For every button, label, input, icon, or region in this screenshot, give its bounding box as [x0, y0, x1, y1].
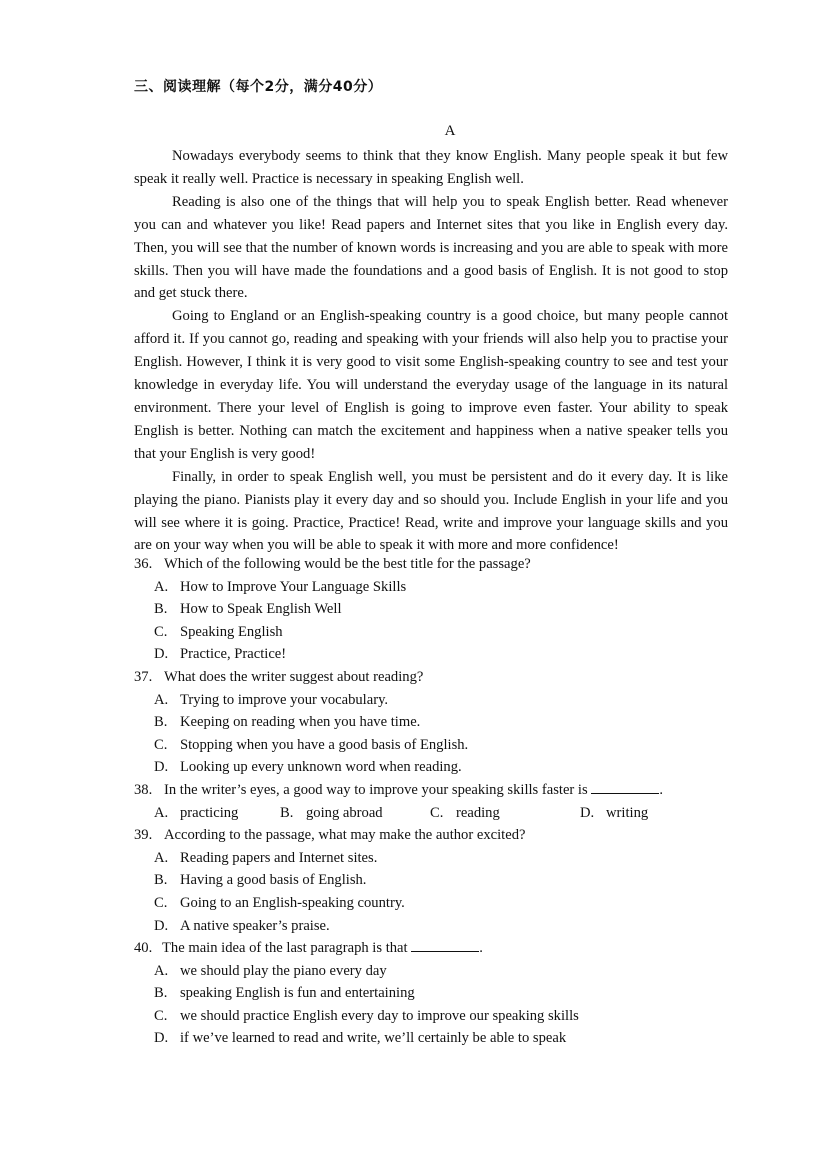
- section-title: 三、阅读理解（每个2分，满分40分）: [134, 79, 383, 95]
- option-text: Speaking English: [180, 623, 283, 640]
- question-stem: [134, 937, 734, 960]
- answer-option[interactable]: [280, 802, 430, 825]
- answer-option[interactable]: [134, 960, 734, 983]
- option-letter: B.: [154, 601, 168, 618]
- answer-option[interactable]: [134, 689, 734, 712]
- question-37: [134, 666, 734, 779]
- answer-option[interactable]: [430, 802, 580, 825]
- option-text: Going to an English-speaking country.: [180, 894, 405, 911]
- question-number: 40.: [134, 940, 153, 957]
- option-letter: C.: [430, 804, 444, 821]
- option-letter: A.: [154, 962, 169, 979]
- option-letter: C.: [154, 1007, 168, 1024]
- option-text: Stopping when you have a good basis of English.: [180, 736, 469, 753]
- answer-blank[interactable]: [411, 939, 479, 952]
- option-text: writing: [606, 804, 649, 821]
- question-stem: [134, 824, 734, 847]
- option-text: How to Speak English Well: [180, 601, 342, 618]
- question-text: Which of the following would be the best title for the passage?: [164, 556, 531, 572]
- option-text: we should practice English every day to improve our speaking skills: [180, 1007, 579, 1024]
- passage-paragraph: Going to England or an English-speaking country is a good choice, but many people cannot afford it. If you cannot go, reading and speaking with your friends will also help you to practise your English. However, I think it is very good to visit some English-speaking country to see and test your knowledge in everyday life. You will understand the everyday usage of the language in its natural environment. There your level of English is going to improve even faster. Your ability to speak English is better. Nothing can match the excitement and happiness when a native speaker tells you that your English is very good!: [134, 308, 728, 462]
- option-letter: D.: [154, 1030, 169, 1047]
- option-text: if we’ve learned to read and write, we’ll certainly be able to speak: [180, 1030, 567, 1047]
- answer-option[interactable]: [134, 1005, 734, 1028]
- option-text: Looking up every unknown word when reading.: [180, 759, 462, 776]
- passage-paragraph: Reading is also one of the things that will help you to speak English better. Read whenever you can and whatever you like! Read papers and Internet sites that you like in English every day. Then, you will see that the number of known words is increasing and you are able to speak with more skills. Then you will have made the foundations and a good basis of English. It is not good to stop and get stuck there.: [134, 193, 728, 302]
- option-letter: D.: [154, 759, 169, 776]
- answer-option[interactable]: [134, 734, 734, 757]
- answer-option[interactable]: [580, 802, 648, 825]
- question-text: According to the passage, what may make the author excited?: [164, 827, 526, 844]
- option-letter: B.: [280, 804, 294, 821]
- option-text: A native speaker’s praise.: [180, 917, 330, 934]
- reading-passage: [134, 145, 728, 557]
- question-stem: [134, 666, 734, 689]
- option-letter: C.: [154, 736, 168, 753]
- question-39: [134, 824, 734, 937]
- answer-option[interactable]: [134, 621, 734, 644]
- option-letter: D.: [154, 646, 169, 663]
- stem-end: .: [659, 781, 663, 798]
- option-letter: B.: [154, 985, 168, 1002]
- question-stem: [134, 779, 734, 802]
- passage-paragraph: Nowadays everybody seems to think that they know English. Many people speak it but few speak it really well. Practice is necessary in speaking English well.: [134, 148, 728, 187]
- answer-option[interactable]: [134, 598, 734, 621]
- question-text: The main idea of the last paragraph is that: [162, 940, 408, 957]
- answer-option[interactable]: [134, 643, 734, 666]
- option-text: reading: [456, 804, 500, 821]
- option-text: Keeping on reading when you have time.: [180, 714, 421, 731]
- answer-option[interactable]: [134, 892, 734, 915]
- answer-option[interactable]: [134, 756, 734, 779]
- question-stem: [134, 553, 734, 576]
- option-letter: C.: [154, 894, 168, 911]
- passage-paragraph: Finally, in order to speak English well, you must be persistent and do it every day. It is like playing the piano. Pianists play it every day and so should you. Include English in your life and you will see where it is going. Practice, Practice! Read, write and improve your language skills and you are on your way when you will be able to speak it with more and more confidence!: [134, 468, 728, 554]
- option-letter: D.: [580, 804, 595, 821]
- option-letter: C.: [154, 623, 168, 640]
- option-letter: A.: [154, 578, 169, 595]
- option-text: Practice, Practice!: [180, 646, 287, 663]
- option-text: going abroad: [306, 804, 383, 821]
- option-letter: A.: [154, 849, 169, 866]
- option-letter: B.: [154, 714, 168, 731]
- question-36: [134, 553, 734, 666]
- question-list: [134, 553, 734, 1050]
- answer-option[interactable]: [134, 847, 734, 870]
- option-text: Reading papers and Internet sites.: [180, 849, 378, 866]
- answer-option[interactable]: [134, 711, 734, 734]
- question-40: [134, 937, 734, 1050]
- question-number: 39.: [134, 827, 153, 844]
- question-text: What does the writer suggest about reading?: [164, 668, 424, 685]
- option-letter: B.: [154, 872, 168, 889]
- answer-option[interactable]: [134, 1027, 734, 1050]
- option-text: practicing: [180, 804, 239, 821]
- question-38: [134, 779, 734, 824]
- option-text: Having a good basis of English.: [180, 872, 367, 889]
- options-row: [134, 802, 734, 825]
- option-letter: A.: [154, 691, 169, 708]
- question-number: 36.: [134, 556, 153, 572]
- question-number: 38.: [134, 781, 153, 798]
- question-number: 37.: [134, 668, 153, 685]
- answer-option[interactable]: [134, 982, 734, 1005]
- answer-option[interactable]: [134, 576, 734, 599]
- option-text: How to Improve Your Language Skills: [180, 578, 407, 595]
- passage-label: A: [444, 123, 456, 139]
- answer-option[interactable]: [134, 869, 734, 892]
- option-text: we should play the piano every day: [180, 962, 387, 979]
- option-text: speaking English is fun and entertaining: [180, 985, 415, 1002]
- answer-option[interactable]: [154, 802, 280, 825]
- option-letter: A.: [154, 804, 169, 821]
- stem-end: .: [479, 940, 483, 957]
- option-text: Trying to improve your vocabulary.: [180, 691, 389, 708]
- answer-option[interactable]: [134, 915, 734, 938]
- answer-blank[interactable]: [591, 781, 659, 794]
- question-text: In the writer’s eyes, a good way to improve your speaking skills faster is: [164, 781, 588, 798]
- option-letter: D.: [154, 917, 169, 934]
